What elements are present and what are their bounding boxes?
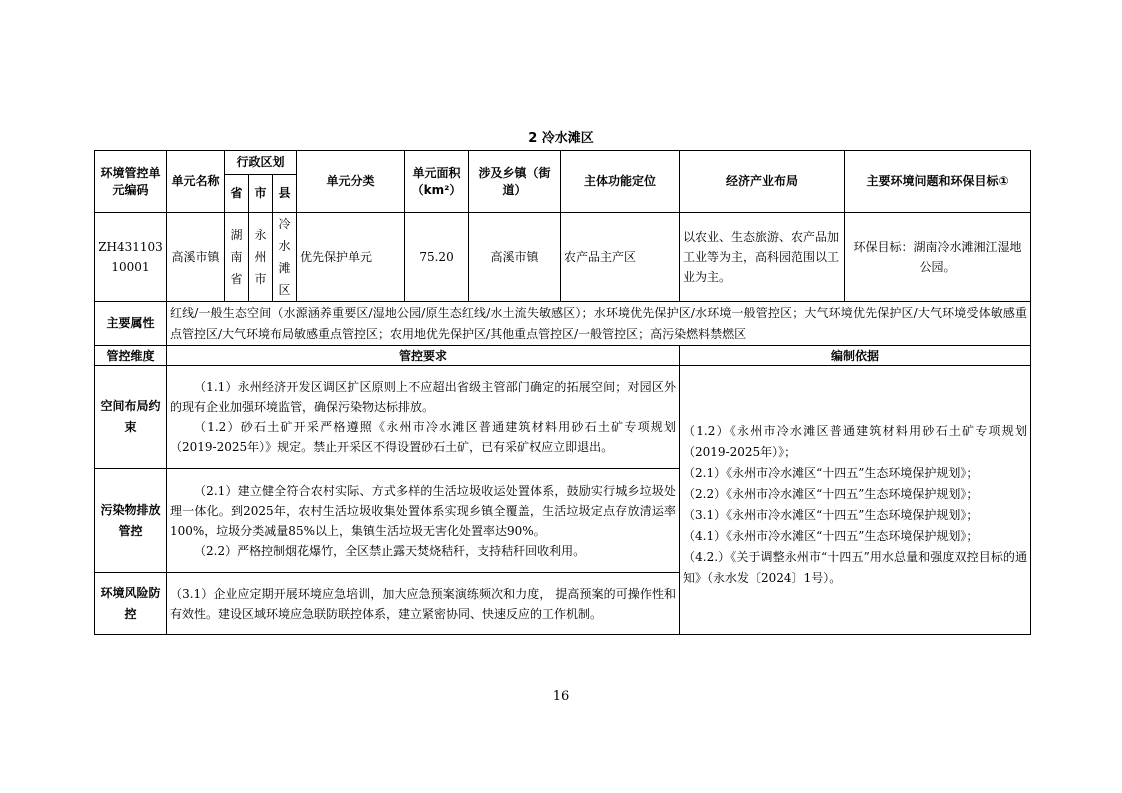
requirement-paragraph: （1.2）砂石土矿开采严格遵照《永州市冷水滩区普通建筑材料用砂石土矿专项规划（2019-2025年）》规定。禁止开采区不得设置砂石土矿，已有采矿权应立即退出。 [170,420,677,454]
section-title: 2 冷水滩区 [528,131,594,146]
control-requirements-header: 管控要求 [167,346,680,366]
basis-list [680,366,1031,635]
unit-name: 高溪市镇 [167,213,225,302]
header-unit-name: 单元名称 [167,151,225,213]
header-area: 单元面积（km²） [405,151,469,213]
header-unit-code: 环境管控单元编码 [95,151,167,213]
page-number: 16 [552,689,570,704]
unit-area: 75.20 [405,213,469,302]
basis-item: （4.2.）《关于调整永州市“十四五”用水总量和强度双控目标的通知》（永水发〔2024〕1号）。 [683,550,1028,585]
header-function: 主体功能定位 [561,151,680,213]
unit-city: 永州市 [249,213,273,302]
header-province: 省 [225,175,249,213]
unit-towns: 高溪市镇 [469,213,561,302]
requirement-paragraph: （1.1）永州经济开发区调区扩区原则上不应超出省级主管部门确定的拓展空间；对园区外的现有企业加强环境监管，确保污染物达标排放。 [170,380,677,414]
basis-item: （2.1）《永州市冷水滩区“十四五”生态环境保护规划》； [683,466,979,480]
control-unit-table [94,150,1031,635]
header-city: 市 [249,175,273,213]
dimension-pollutant-control: 污染物排放管控 [95,469,167,573]
header-county: 县 [273,175,297,213]
requirement-paragraph: （2.1）建立健全符合农村实际、方式多样的生活垃圾收运处置体系，鼓励实行城乡垃圾处理一体化。到2025年，农村生活垃圾收集处置体系实现乡镇全覆盖，生活垃圾定点存放清运率100%，垃圾分类减量85%以上，集镇生活垃圾无害化处置率达90%。 [170,483,677,538]
unit-county: 冷水滩区 [273,213,297,302]
unit-industry: 以农业、生态旅游、农产品加工业等为主，高科园范围以工业为主。 [680,213,845,302]
control-dimension-header: 管控维度 [95,346,167,366]
attributes-label: 主要属性 [95,302,167,346]
requirement-paragraph: （2.2）严格控制烟花爆竹，全区禁止露天焚烧秸秆，支持秸秆回收利用。 [194,543,586,558]
header-industry: 经济产业布局 [680,151,845,213]
basis-item: （3.1）《永州市冷水滩区“十四五”生态环境保护规划》； [683,508,979,522]
requirements-spatial-layout [167,366,680,469]
header-unit-class: 单元分类 [297,151,405,213]
requirement-paragraph: （3.1）企业应定期开展环境应急培训，加大应急预案演练频次和力度， 提高预案的可操作性和有效性。建设区域环境应急联防联控体系，建立紧密协同、快速反应的工作机制。 [170,586,677,621]
basis-item: （2.2）《永州市冷水滩区“十四五”生态环境保护规划》； [683,487,979,501]
basis-item: （1.2）《永州市冷水滩区普通建筑材料用砂石土矿专项规划（2019-2025年）》； [683,424,1028,459]
header-admin-division: 行政区划 [225,151,297,175]
basis-item: （4.1）《永州市冷水滩区“十四五”生态环境保护规划》； [683,529,979,543]
unit-code: ZH43110310001 [95,213,167,302]
requirements-pollutant-control [167,469,680,573]
dimension-spatial-layout: 空间布局约束 [95,366,167,469]
requirements-risk-prevention [167,573,680,635]
dimension-risk-prevention: 环境风险防控 [95,573,167,635]
unit-class: 优先保护单元 [297,213,405,302]
attributes-text: 红线/一般生态空间（水源涵养重要区/湿地公园/原生态红线/水土流失敏感区）；水环境优先保护区/水环境一般管控区；大气环境优先保护区/大气环境受体敏感重点管控区/大气环境布局敏感重点管控区；农用地优先保护区/其他重点管控区/一般管控区；高污染燃料禁燃区 [167,302,1031,346]
unit-province: 湖南省 [225,213,249,302]
control-basis-header: 编制依据 [680,346,1031,366]
unit-function: 农产品主产区 [561,213,680,302]
header-towns: 涉及乡镇（街道） [469,151,561,213]
unit-goal: 环保目标：湖南冷水滩湘江湿地公园。 [845,213,1031,302]
header-problems: 主要环境问题和环保目标① [845,151,1031,213]
